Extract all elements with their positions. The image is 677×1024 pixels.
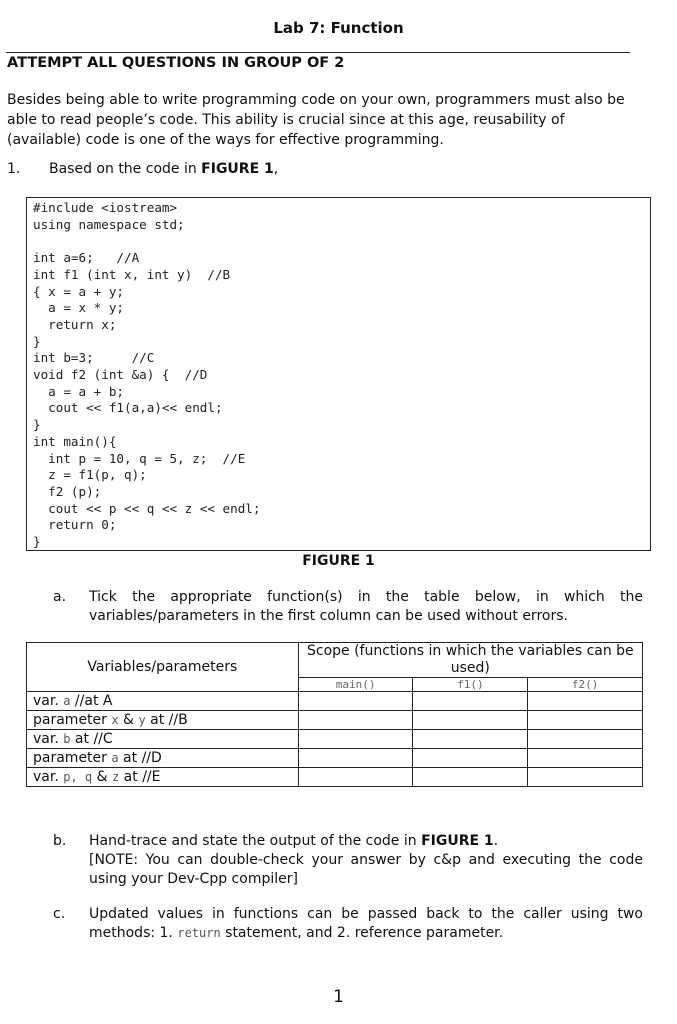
row-label: var. p, q & z at //E <box>27 768 299 787</box>
table-row <box>27 711 643 730</box>
table-row <box>27 749 643 768</box>
question-number: 1. <box>7 161 21 177</box>
table-row <box>27 730 643 749</box>
page-title: Lab 7: Function <box>273 19 404 37</box>
function-main-header: main() <box>298 678 413 692</box>
tick-cell-f1[interactable] <box>413 749 528 768</box>
tick-cell-f2[interactable] <box>528 730 643 749</box>
row-label: var. a //at A <box>27 692 299 711</box>
part-b-text: Hand-trace and state the output of the code in FIGURE 1. [NOTE: You can double-check your answer by c&p and executing the code using your Dev-Cpp compiler] <box>89 833 643 887</box>
question-text-suffix: , <box>273 161 279 177</box>
tick-cell-main[interactable] <box>298 711 413 730</box>
question-1 <box>7 161 278 177</box>
code-figure-box <box>26 197 651 551</box>
section-heading: ATTEMPT ALL QUESTIONS IN GROUP OF 2 <box>7 55 345 71</box>
figure-reference: FIGURE 1 <box>201 161 274 177</box>
part-a-text: Tick the appropriate function(s) in the table below, in which the variables/parameters in the first column can be used without errors. <box>89 589 643 624</box>
intro-paragraph: Besides being able to write programming code on your own, programmers must also be able to read people’s code. This ability is crucial since at this age, reusability of (available) code is one of the ways for effective programming. <box>7 92 625 148</box>
part-b-label: b. <box>53 833 67 849</box>
tick-cell-f1[interactable] <box>413 768 528 787</box>
row-label: var. b at //C <box>27 730 299 749</box>
code-listing: #include <iostream> using namespace std; int a=6; //A int f1 (int x, int y) //B { x = a + y; a = x * y; return x; } int b=3; //C void f2 (int &a) { //D a = a + b; cout << f1(a,a)<< endl; } int main(){ int p = 10, q = 5, z; //E z = f1(p, q); f2 (p); cout << p << q << z << endl; return 0; } <box>33 200 261 550</box>
part-c-label: c. <box>53 906 66 922</box>
tick-cell-f2[interactable] <box>528 711 643 730</box>
tick-cell-f2[interactable] <box>528 768 643 787</box>
tick-cell-main[interactable] <box>298 749 413 768</box>
scope-table <box>26 642 643 787</box>
scope-column-header: Scope (functions in which the variables can be used) <box>298 643 642 678</box>
tick-cell-main[interactable] <box>298 730 413 749</box>
function-f2-header: f2() <box>528 678 643 692</box>
title-divider <box>6 52 630 53</box>
row-label: parameter x & y at //B <box>27 711 299 730</box>
variables-column-header: Variables/parameters <box>27 643 299 692</box>
part-a-label: a. <box>53 589 67 605</box>
tick-cell-f2[interactable] <box>528 692 643 711</box>
function-f1-header: f1() <box>413 678 528 692</box>
part-b-note: [NOTE: You can double-check your answer by c&p and executing the code using your Dev-Cpp compiler] <box>89 852 643 887</box>
tick-cell-f1[interactable] <box>413 711 528 730</box>
question-text-prefix: Based on the code in <box>49 161 202 177</box>
page-number: 1 <box>333 987 344 1007</box>
table-row <box>27 768 643 787</box>
row-label: parameter a at //D <box>27 749 299 768</box>
tick-cell-main[interactable] <box>298 768 413 787</box>
part-c-text: Updated values in functions can be passed back to the caller using two methods: 1. return statement, and 2. reference parameter. <box>89 906 643 941</box>
tick-cell-f2[interactable] <box>528 749 643 768</box>
tick-cell-main[interactable] <box>298 692 413 711</box>
tick-cell-f1[interactable] <box>413 692 528 711</box>
figure-caption: FIGURE 1 <box>302 553 375 569</box>
table-row <box>27 692 643 711</box>
tick-cell-f1[interactable] <box>413 730 528 749</box>
